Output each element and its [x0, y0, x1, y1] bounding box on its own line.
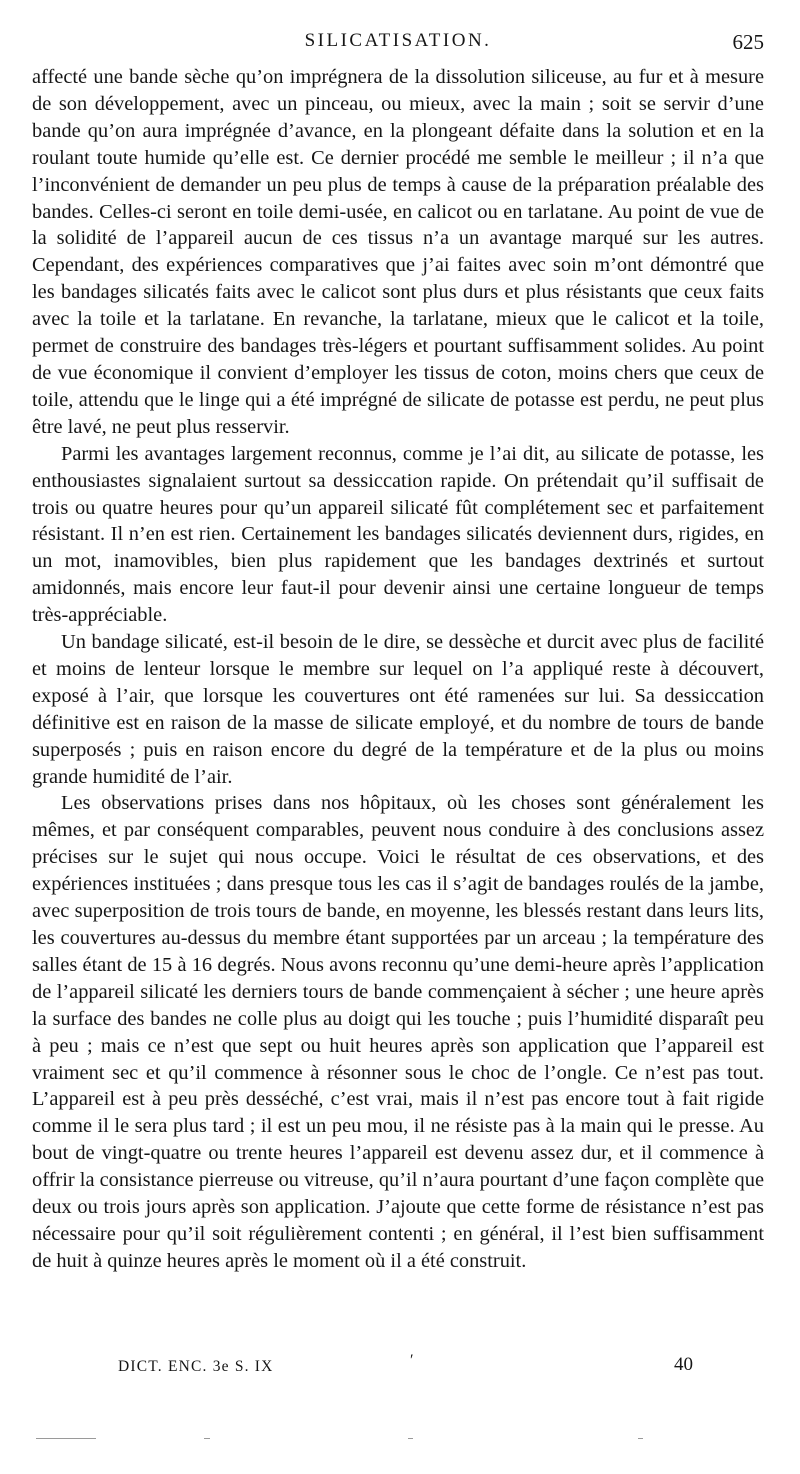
running-title: SILICATISATION. [304, 30, 492, 51]
scan-mark [638, 1438, 643, 1439]
paragraph-2: Parmi les avantages largement reconnus, comme je l’ai dit, au silicate de potasse, les enthousiastes signalaient surtout sa dessiccation rapide. On prétendait qu’il suffisait de trois ou quatre heures pour qu’un appareil silicaté fût complétement sec et parfaitement résistant. Il n’en est rien. Certainement les bandages silicatés deviennent durs, rigides, en un mot, inamovibles, bien plus rapidement que les bandages dextrinés et surtout amidonnés, mais encore leur faut-il pour devenir ainsi une certaine longueur de temps très-appréciable. [32, 442, 764, 627]
page-number: 625 [732, 30, 764, 54]
scan-mark [408, 1438, 413, 1439]
paragraph-1: affecté une bande sèche qu’on imprégnera de la dissolution siliceuse, au fur et à mesure de son développement, avec un pinceau, ou mieux, avec la main ; soit se servir d’une bande qu’on aura imprégnée d’avance, en la plongeant défaite dans la solution et en la roulant toute humide qu’elle est. Ce dernier procédé me semble le meilleur ; il n’a que l’inconvénient de demander un peu plus de temps à cause de la préparation préalable des bandes. Celles-ci seront en toile demi-usée, en calicot ou en tarlatane. Au point de vue de la solidité de l’appareil aucun de ces tissus n’a un avantage marqué sur les autres. Cependant, des expériences comparatives que j’ai faites avec soin m’ont démontré que les bandages silicatés faits avec le calicot sont plus durs et plus résistants que ceux faits avec la toile et la tarlatane. En revanche, la tarlatane, mieux que le calicot et la toile, permet de construire des bandages très-légers et pourtant suffisamment solides. Au point de vue économique il convient d’employer les tissus de coton, moins chers que ceux de toile, attendu que le linge qui a été imprégné de silicate de potasse est perdu, ne peut plus être lavé, ne peut plus resservir. [32, 66, 764, 438]
footer-tick-mark: ′ [410, 1352, 414, 1369]
scan-mark [36, 1438, 96, 1439]
page-footer [32, 1352, 764, 1382]
body-text [32, 64, 764, 1275]
sheet-number: 40 [674, 1354, 693, 1375]
paragraph-3: Un bandage silicaté, est-il besoin de le dire, se dessèche et durcit avec plus de facilité et moins de lenteur lorsque le membre sur lequel on l’a appliqué reste à découvert, exposé à l’air, que lorsque les couvertures ont été ramenées sur lui. Sa dessiccation définitive est en raison de la masse de silicate employé, et du nombre de tours de bande superposés ; puis en raison encore du degré de la température et de la plus ou moins grande humidité de l’air. [32, 631, 764, 788]
scan-mark [204, 1438, 210, 1439]
printer-signature: DICT. ENC. 3e S. IX [118, 1358, 274, 1375]
running-head [32, 30, 764, 58]
paragraph-4: Les observations prises dans nos hôpitaux, où les choses sont généralement les mêmes, et par conséquent comparables, peuvent nous conduire à des conclusions assez précises sur le sujet qui nous occupe. Voici le résultat de ces observations, et des expériences instituées ; dans presque tous les cas il s’agit de bandages roulés de la jambe, avec superposition de trois tours de bande, en moyenne, les blessés restant dans leurs lits, les couvertures au-dessus du membre étant supportées par un arceau ; la température des salles étant de 15 à 16 degrés. Nous avons reconnu qu’une demi-heure après l’application de l’appareil silicaté les derniers tours de bande commençaient à sécher ; une heure après la surface des bandes ne colle plus au doigt qui les touche ; puis l’humidité disparaît peu à peu ; mais ce n’est que sept ou huit heures après son application que l’appareil est vraiment sec et qu’il commence à résonner sous le choc de l’ongle. Ce n’est pas tout. L’appareil est à peu près desséché, c’est vrai, mais il n’est pas encore tout à fait rigide comme il le sera plus tard ; il est un peu mou, il ne résiste pas à la main qui le presse. Au bout de vingt-quatre ou trente heures l’appareil est devenu assez dur, et il commence à offrir la consistance pierreuse ou vitreuse, qu’il n’aura pourtant d’une façon complète que deux ou trois jours après son application. J’ajoute que cette forme de résistance n’est pas nécessaire pour qu’il soit régulièrement contenti ; en général, il l’est bien suffisamment de huit à quinze heures après le moment où il a été construit. [32, 792, 764, 1272]
scan-edge-marks [36, 1438, 736, 1440]
